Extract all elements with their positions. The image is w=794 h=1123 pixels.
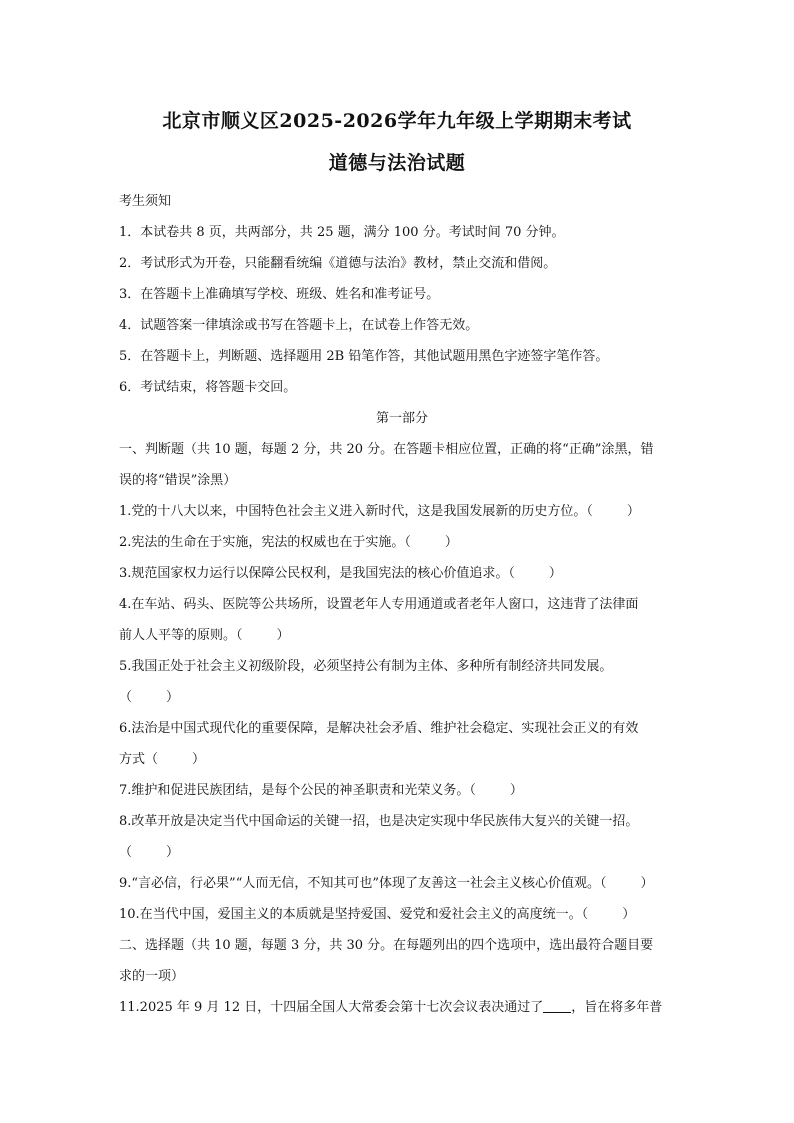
question-text: 5.我国正处于社会主义初级阶段，必须坚持公有制为主体、多种所有制经济共同发展。 [119,659,613,674]
answer-paren-open: （ [119,690,133,705]
answer-paren-close: ） [548,566,562,581]
question-3 [119,558,685,589]
exam-body [119,186,685,1023]
section-two-instruction: 二、选择题（共 10 题，每题 3 分，共 30 分。在每题列出的四个选项中，选出最符合题目要 [119,938,654,953]
question-10 [119,899,685,930]
question-text-cont: ，旨在将多年普 [571,1000,663,1015]
question-8-answer [119,837,685,868]
question-text: 2.宪法的生命在于实施，宪法的权威也在于实施。（ [119,535,411,550]
question-5 [119,651,685,682]
section-two-instruction-cont: 求的一项） [119,969,185,984]
answer-paren-close: ） [509,783,523,798]
question-7 [119,775,685,806]
answer-paren-close: ） [192,752,206,767]
exam-title: 北京市顺义区2025-2026学年九年级上学期期末考试 [162,110,632,132]
question-text: 11.2025 年 9 月 12 日，十四届全国人大常委会第十七次会议表决通过了 [119,1000,544,1015]
answer-paren-close: ） [166,845,180,860]
question-8 [119,806,685,837]
question-11 [119,992,685,1023]
notice-item: 2．考试形式为开卷，只能翻看统编《道德与法治》教材，禁止交流和借阅。 [119,256,557,271]
notice-item: 1．本试卷共 8 页，共两部分，共 25 题，满分 100 分。考试时间 70 分钟。 [119,225,565,240]
question-text: 6.法治是中国式现代化的重要保障，是解决社会矛盾、维护社会稳定、实现社会正义的有效 [119,721,639,736]
answer-paren-close: ） [626,504,640,519]
question-text: 前人人平等的原则。（ [119,628,243,643]
question-text: 7.维护和促进民族团结，是每个公民的神圣职责和光荣义务。（ [119,783,476,798]
question-9 [119,868,685,899]
notice-item: 4．试题答案一律填涂或书写在答题卡上，在试卷上作答无效。 [119,318,479,333]
answer-paren-close: ） [622,907,636,922]
notice-item: 5．在答题卡上，判断题、选择题用 2B 铅笔作答，其他试题用黑色字迹签字笔作答。 [119,349,609,364]
notice-item: 3．在答题卡上准确填写学校、班级、姓名和准考证号。 [119,287,440,302]
answer-paren-close: ） [166,690,180,705]
question-text: 方式（ [119,752,159,767]
question-text: 3.规范国家权力运行以保障公民权利，是我国宪法的核心价值追求。（ [119,566,515,581]
question-2 [119,527,685,558]
answer-paren-open: （ [119,845,133,860]
part-one-heading: 第一部分 [375,411,428,426]
question-6-cont [119,744,685,775]
question-6 [119,713,685,744]
question-text: 9.“言必信，行必果”“人而无信，不知其可也”体现了友善这一社会主义核心价值观。（ [119,876,607,891]
question-5-answer [119,682,685,713]
question-4 [119,589,685,620]
question-1 [119,496,685,527]
question-text: 4.在车站、码头、医院等公共场所，设置老年人专用通道或者老年人窗口，这违背了法律面 [119,597,639,612]
answer-paren-close: ） [276,628,290,643]
answer-paren-close: ） [444,535,458,550]
question-text: 8.改革开放是决定当代中国命运的关键一招，也是决定实现中华民族伟大复兴的关键一招。 [119,814,639,829]
answer-paren-close: ） [640,876,654,891]
question-text: 10.在当代中国，爱国主义的本质就是坚持爱国、爱党和爱社会主义的高度统一。（ [119,907,589,922]
section-one-instruction-cont: 误的将“错误”涂黑） [119,473,237,488]
question-4-cont [119,620,685,651]
notice-heading: 考生须知 [119,194,172,209]
question-text: 1.党的十八大以来，中国特色社会主义进入新时代，这是我国发展新的历史方位。（ [119,504,593,519]
section-one-instruction: 一、判断题（共 10 题，每题 2 分，共 20 分。在答题卡相应位置，正确的将“正确”涂黑，错 [119,442,654,457]
fill-in-blank [543,998,571,1013]
notice-item: 6．考试结束，将答题卡交回。 [119,380,297,395]
exam-subtitle: 道德与法治试题 [328,152,466,174]
